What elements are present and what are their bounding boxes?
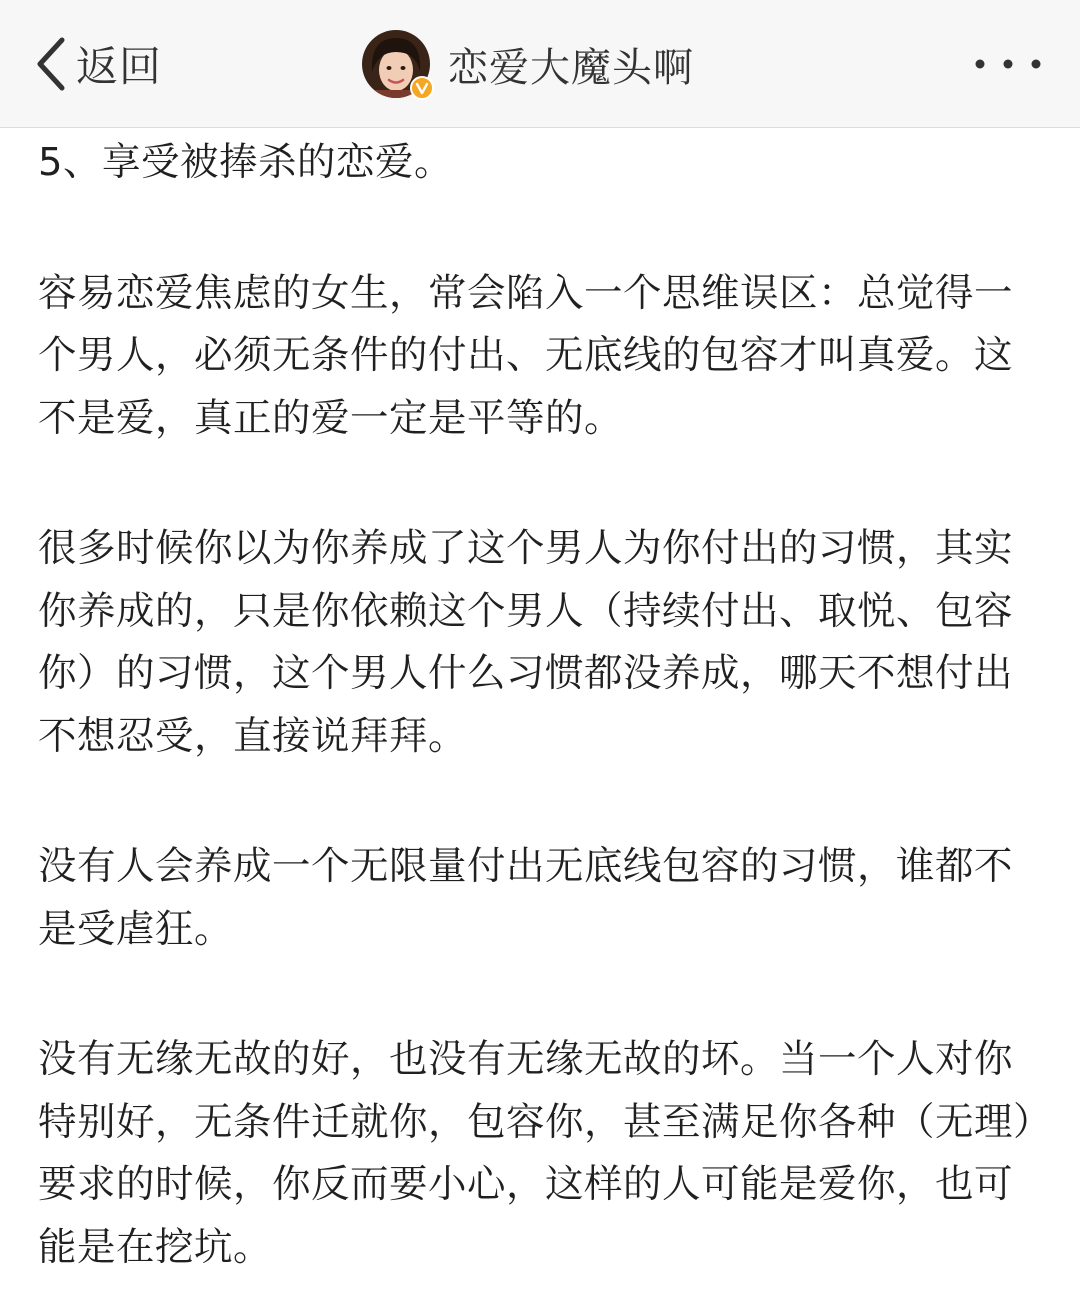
article-paragraph: 5、享受被捧杀的恋爱。 [38, 140, 453, 185]
article-body [38, 132, 1048, 1279]
avatar[interactable] [362, 30, 430, 98]
back-button[interactable] [34, 34, 162, 94]
user-header[interactable] [362, 28, 694, 100]
user-name[interactable]: 恋爱大魔头啊 [448, 44, 694, 91]
more-options-button[interactable] [972, 52, 1044, 76]
chevron-left-icon [34, 36, 68, 92]
verified-badge-icon [410, 76, 434, 100]
article-paragraph: 容易恋爱焦虑的女生，常会陷入一个思维误区：总觉得一个男人，必须无条件的付出、无底线的包容才叫真爱。这不是爱，真正的爱一定是平等的。 [38, 270, 1014, 441]
article-paragraph: 没有无缘无故的好，也没有无缘无故的坏。当一个人对你特别好，无条件迁就你，包容你，甚至满足你各种（无理）要求的时候，你反而要小心，这样的人可能是爱你，也可能是在挖坑。 [38, 1037, 1033, 1270]
back-label: 返回 [76, 42, 163, 91]
navigation-bar [0, 0, 1080, 128]
article-paragraph: 很多时候你以为你养成了这个男人为你付出的习惯，其实你养成的，只是你依赖这个男人（持续付出、取悦、包容你）的习惯，这个男人什么习惯都没养成，哪天不想付出不想忍受，直接说拜拜。 [38, 526, 1014, 759]
more-dots-icon [972, 52, 1044, 76]
article-paragraph: 没有人会养成一个无限量付出无底线包容的习惯，谁都不是受虐狂。 [38, 844, 1014, 952]
